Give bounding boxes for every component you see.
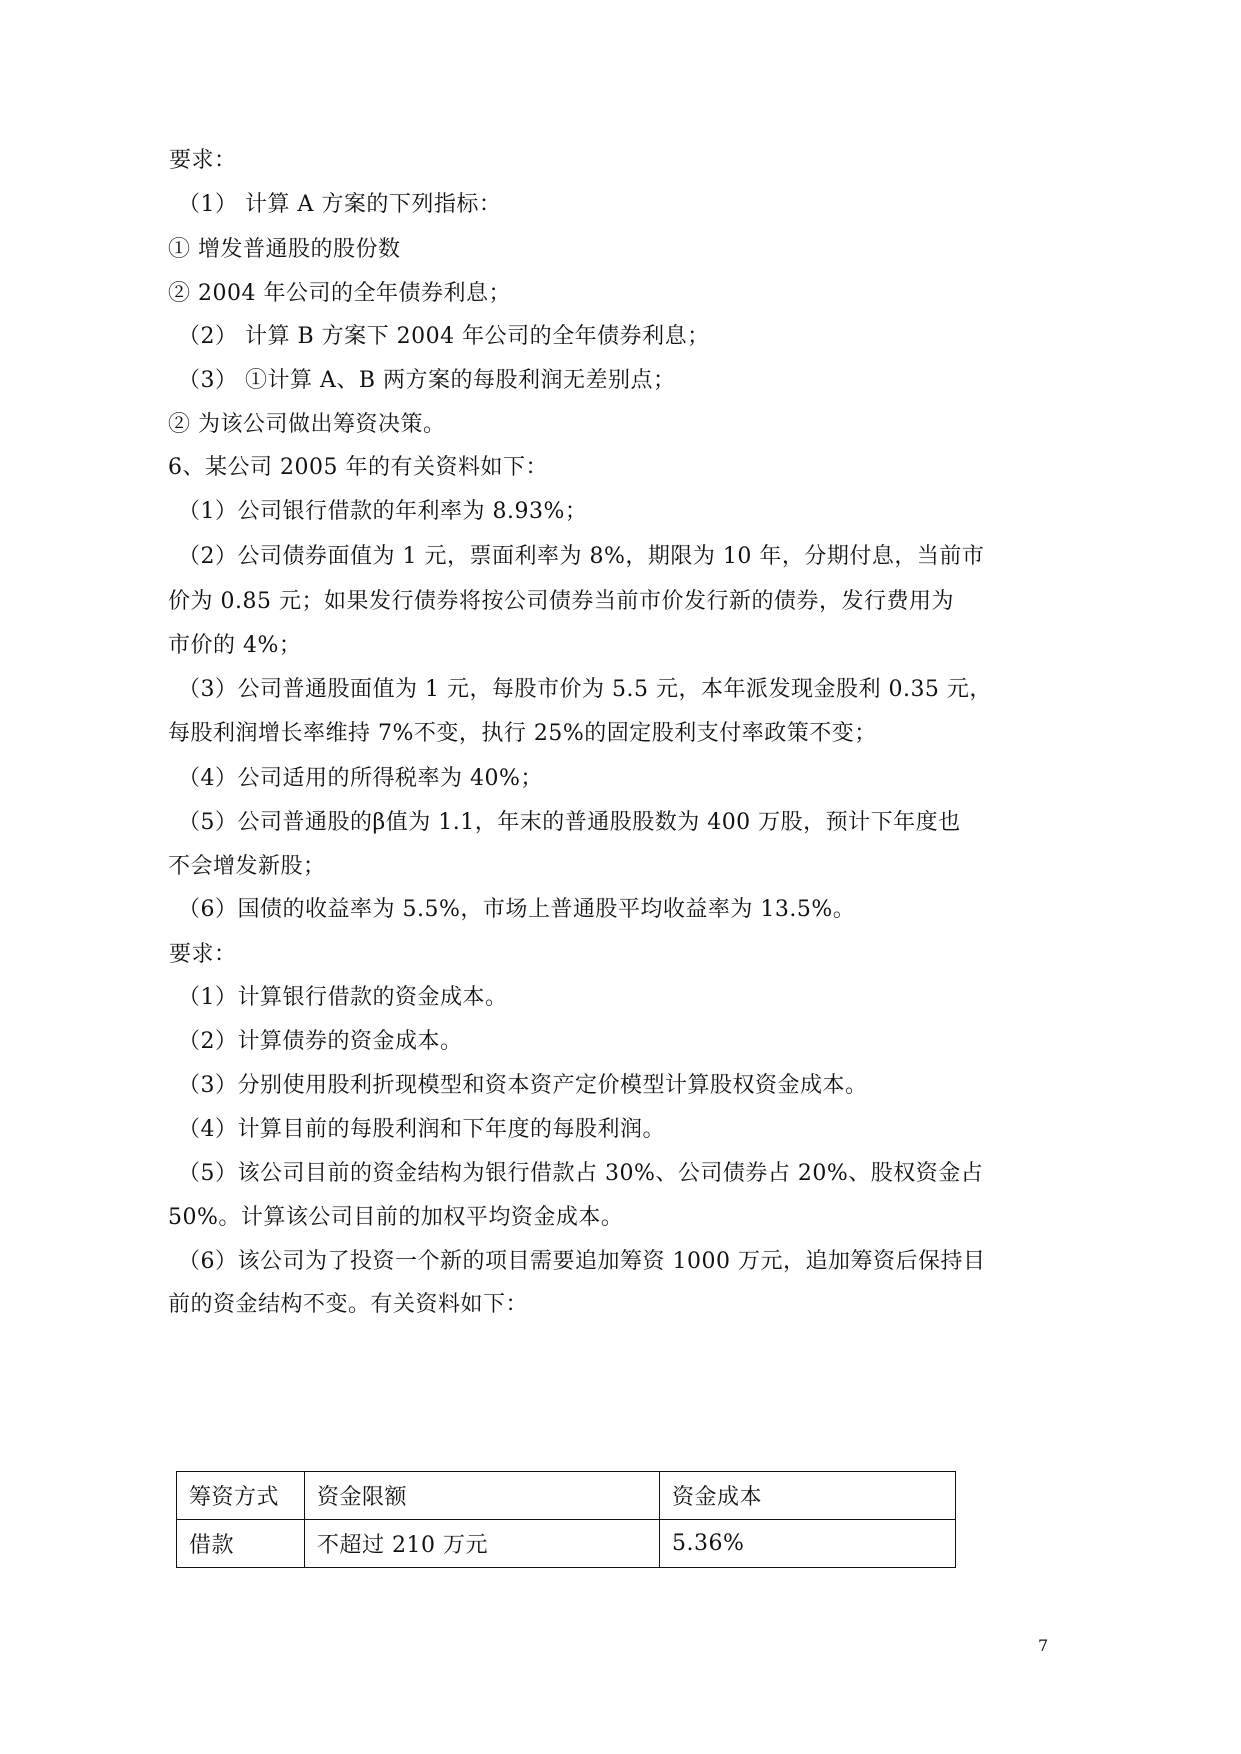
text-line: （1） 计算 A 方案的下列指标： [178, 192, 502, 217]
text-line: 前的资金结构不变。有关资料如下： [168, 1292, 529, 1317]
text-line: （4）计算目前的每股利润和下年度的每股利润。 [178, 1117, 665, 1142]
text-line: ② 为该公司做出筹资决策。 [168, 412, 446, 437]
text-line: 50%。计算该公司目前的加权平均资金成本。 [168, 1205, 624, 1230]
text-line: ② 2004 年公司的全年债券利息； [168, 281, 511, 306]
page-number: 7 [1038, 1636, 1049, 1655]
table-cell: 借款 [177, 1520, 305, 1568]
text-line: 6、某公司 2005 年的有关资料如下： [168, 455, 548, 480]
financing-table [176, 1471, 956, 1568]
text-line: （2） 计算 B 方案下 2004 年公司的全年债券利息； [178, 324, 710, 349]
text-line: （3） ①计算 A、B 两方案的每股利润无差别点； [178, 368, 676, 393]
text-line: 市价的 4%； [168, 633, 302, 658]
text-line: （3）公司普通股面值为 1 元，每股市价为 5.5 元，本年派发现金股利 0.35 元， [178, 677, 992, 702]
table-cell: 不超过 210 万元 [305, 1520, 660, 1568]
text-line: （6）国债的收益率为 5.5%，市场上普通股平均收益率为 13.5%。 [178, 897, 856, 922]
table-header-cell: 资金限额 [305, 1472, 660, 1520]
text-line: 要求： [169, 942, 237, 967]
text-line: （1）公司银行借款的年利率为 8.93%； [178, 499, 588, 524]
table-header-row [177, 1472, 956, 1520]
text-line: （4）公司适用的所得税率为 40%； [178, 766, 543, 791]
text-line: （5）公司普通股的β值为 1.1，年末的普通股股数为 400 万股，预计下年度也 [178, 810, 961, 835]
text-line: ① 增发普通股的股份数 [168, 237, 401, 262]
text-line: （2）计算债券的资金成本。 [178, 1029, 463, 1054]
text-line: （2）公司债券面值为 1 元，票面利率为 8%，期限为 10 年，分期付息，当前市 [178, 544, 985, 569]
text-line: 价为 0.85 元；如果发行债券将按公司债券当前市价发行新的债券，发行费用为 [168, 589, 954, 614]
table-cell: 5.36% [660, 1520, 956, 1568]
text-line: 每股利润增长率维持 7%不变，执行 25%的固定股利支付率政策不变； [168, 721, 877, 746]
text-line: （6）该公司为了投资一个新的项目需要追加筹资 1000 万元，追加筹资后保持目 [178, 1249, 986, 1274]
text-line: （3）分别使用股利折现模型和资本资产定价模型计算股权资金成本。 [178, 1073, 868, 1098]
text-line: 要求： [169, 148, 237, 173]
table-row [177, 1520, 956, 1568]
text-line: （5）该公司目前的资金结构为银行借款占 30%、公司债券占 20%、股权资金占 [178, 1161, 984, 1186]
table-header-cell: 资金成本 [660, 1472, 956, 1520]
table-header-cell: 筹资方式 [177, 1472, 305, 1520]
text-line: 不会增发新股； [168, 854, 326, 879]
text-line: （1）计算银行借款的资金成本。 [178, 985, 508, 1010]
